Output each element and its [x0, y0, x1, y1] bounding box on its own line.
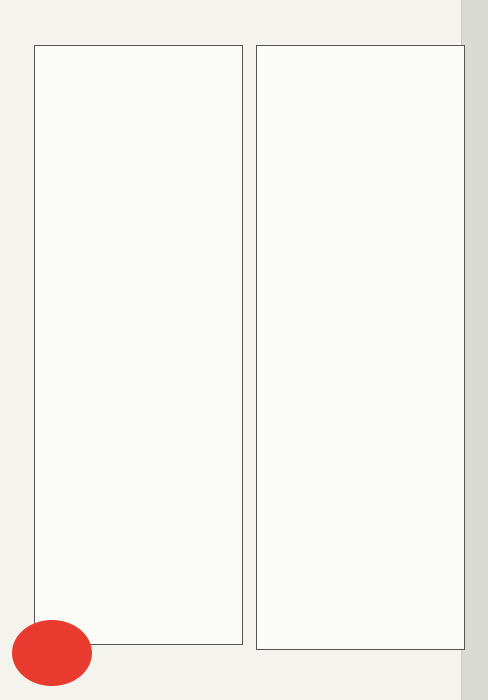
topbooks-logo [12, 612, 212, 692]
toc-right-column [256, 45, 465, 650]
page-edge [461, 0, 488, 700]
toc-left-column [34, 45, 243, 645]
logo-circle [12, 620, 92, 686]
